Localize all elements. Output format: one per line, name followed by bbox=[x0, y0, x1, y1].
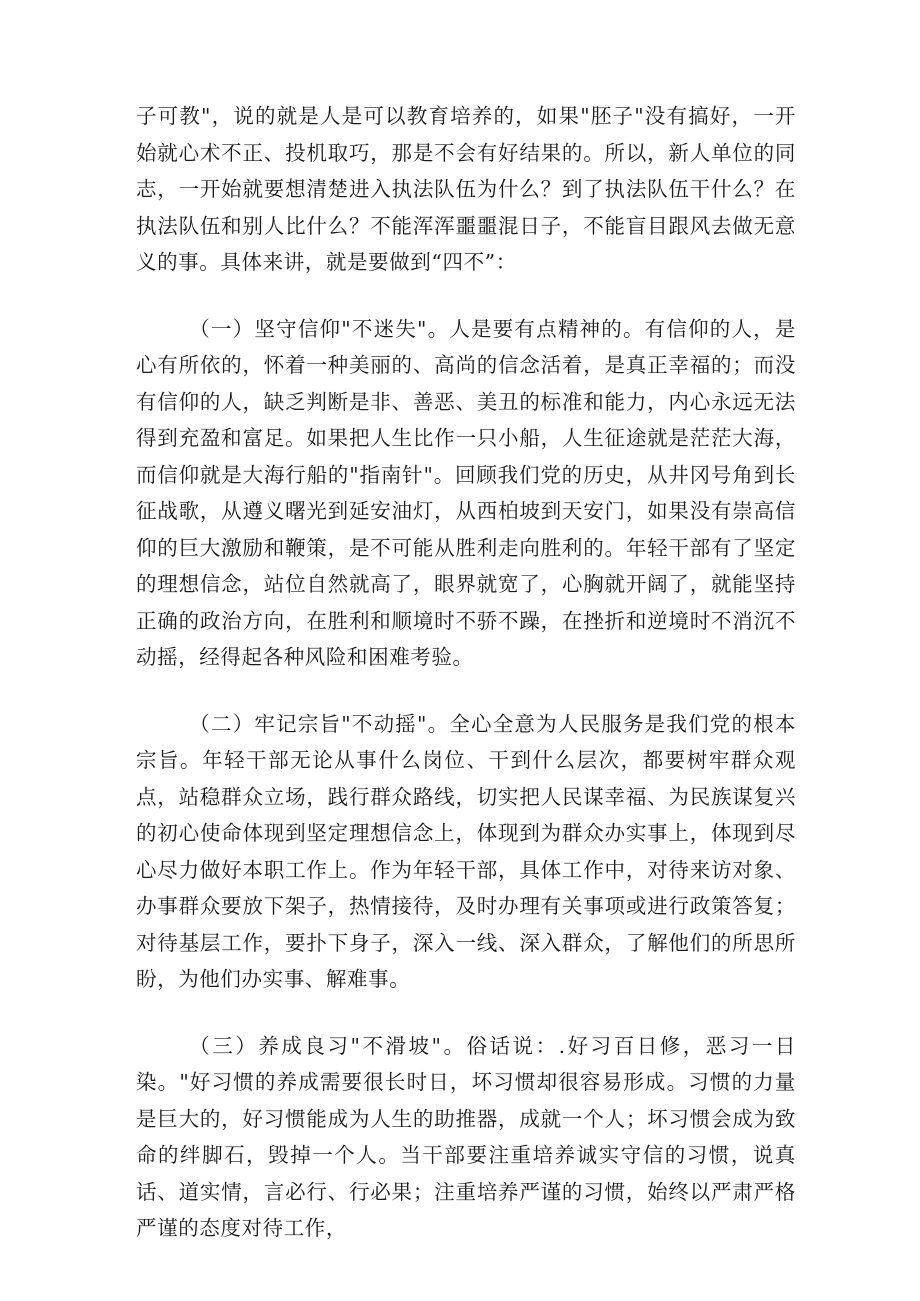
paragraph-faith: （一）坚守信仰"不迷失"。人是要有点精神的。有信仰的人，是心有所依的，怀着一种美丽的、高尚的信念活着，是真正幸福的；而没有信仰的人，缺乏判断是非、善恶、美丑的标准和能力，内心永远无法得到充盈和富足。如果把人生比作一只小船，人生征途就是茫茫大海，而信仰就是大海行船的"指南针"。回顾我们党的历史，从井冈号角到长征战歌，从遵义曙光到延安油灯，从西柏坡到天安门，如果没有崇高信仰的巨大激励和鞭策，是不可能从胜利走向胜利的。年轻干部有了坚定的理想信念，站位自然就高了，眼界就宽了，心胸就开阔了，就能坚持正确的政治方向，在胜利和顺境时不骄不躁，在挫折和逆境时不消沉不动摇，经得起各种风险和困难考验。 bbox=[136, 316, 796, 669]
paragraph-purpose: （二）牢记宗旨"不动摇"。全心全意为人民服务是我们党的根本宗旨。年轻干部无论从事什么岗位、干到什么层次，都要树牢群众观点，站稳群众立场，践行群众路线，切实把人民谋幸福、为民族谋复兴的初心使命体现到坚定理想信念上，体现到为群众办实事上，体现到尽心尽力做好本职工作上。作为年轻干部，具体工作中，对待来访对象、办事群众要放下架子，热情接待，及时办理有关事项或进行政策答复；对待基层工作，要扑下身子，深入一线、深入群众，了解他们的所思所盼，为他们办实事、解难事。 bbox=[136, 711, 796, 991]
paragraph-habits: （三）养成良习"不滑坡"。俗话说：.好习百日修，恶习一日染。"好习惯的养成需要很长时日，坏习惯却很容易形成。习惯的力量是巨大的，好习惯能成为人生的助推器，成就一个人；坏习惯会成为致命的绊脚石，毁掉一个人。当干部要注重培养诚实守信的习惯，说真话、道实情，言必行、行必果；注重培养严谨的习惯，始终以严肃严格严谨的态度对待工作， bbox=[136, 1033, 796, 1240]
paragraph-intro-continued: 子可教"，说的就是人是可以教育培养的，如果"胚子"没有搞好，一开始就心术不正、投机取巧，那是不会有好结果的。所以，新人单位的同志，一开始就要想清楚进入执法队伍为什么？到了执法队伍干什么？在执法队伍和别人比什么？不能浑浑噩噩混日子，不能盲目跟风去做无意义的事。具体来讲，就是要做到“四不”： bbox=[136, 104, 796, 274]
document-body bbox=[136, 98, 796, 1247]
